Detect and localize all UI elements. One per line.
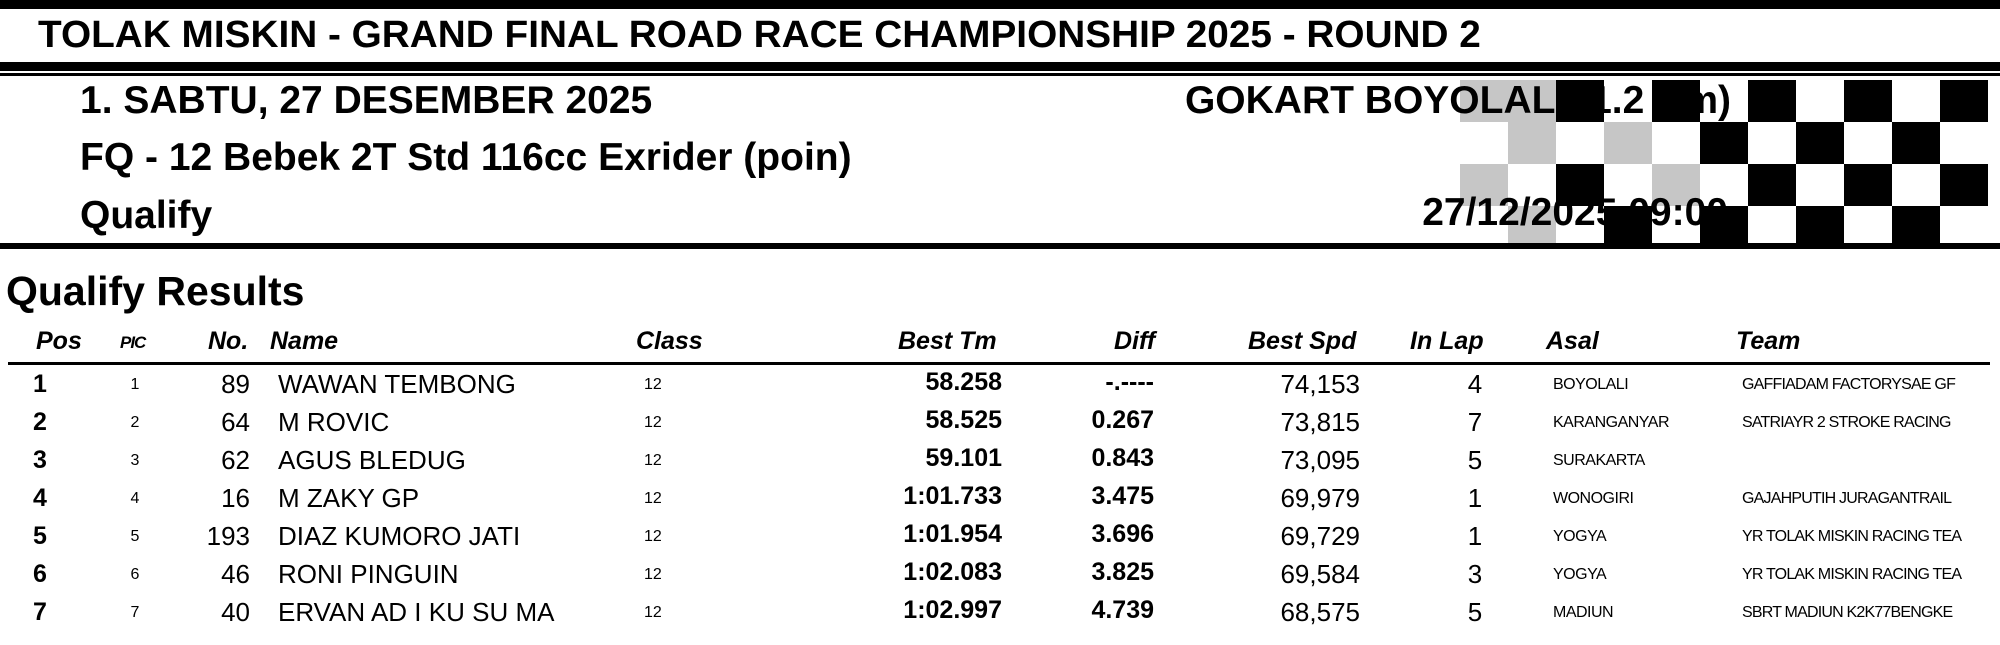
race-class-label: FQ - 12 Bebek 2T Std 116cc Exrider (poin) (80, 136, 852, 179)
row-asal: KARANGANYAR (1553, 414, 1670, 431)
row-number: 89 (221, 369, 250, 399)
row-diff: 3.475 (1091, 482, 1154, 510)
row-number: 46 (221, 559, 250, 589)
col-best-tm: Best Tm (898, 327, 997, 355)
row-best-speed: 74,153 (1280, 369, 1360, 399)
col-best-spd: Best Spd (1248, 327, 1357, 355)
row-name: AGUS BLEDUG (278, 445, 466, 475)
row-diff: 3.696 (1091, 520, 1154, 548)
table-row (0, 594, 2000, 634)
event-day-date: 1. SABTU, 27 DESEMBER 2025 (80, 79, 653, 122)
row-best-speed: 73,095 (1280, 445, 1360, 475)
row-pos: 6 (33, 560, 47, 588)
row-diff: 0.843 (1091, 444, 1154, 472)
table-row (0, 366, 2000, 406)
row-asal: YOGYA (1553, 566, 1607, 583)
row-pic: 6 (130, 566, 140, 583)
row-class: 12 (644, 528, 662, 545)
row-asal: YOGYA (1553, 528, 1607, 545)
row-in-lap: 1 (1467, 483, 1483, 513)
row-diff: -.---- (1105, 368, 1154, 396)
session-datetime: 27/12/2025 09:00 (1422, 191, 1728, 234)
row-best-speed: 73,815 (1280, 407, 1360, 437)
row-class: 12 (644, 376, 662, 393)
row-best-speed: 69,979 (1280, 483, 1360, 513)
session-label: Qualify (80, 194, 213, 237)
row-class: 12 (644, 490, 662, 507)
col-in-lap: In Lap (1410, 327, 1484, 355)
results-table (0, 366, 2000, 636)
row-best-time: 1:01.733 (903, 482, 1002, 510)
row-team: YR TOLAK MISKIN RACING TEA (1742, 566, 1962, 583)
row-pic: 3 (130, 452, 140, 469)
row-class: 12 (644, 414, 662, 431)
row-pos: 1 (33, 370, 47, 398)
row-asal: BOYOLALI (1553, 376, 1629, 393)
event-title: TOLAK MISKIN - GRAND FINAL ROAD RACE CHAMPIONSHIP 2025 - ROUND 2 (38, 14, 1481, 56)
venue-label: GOKART BOYOLALI (1.2 Km) (1184, 79, 1731, 122)
table-row (0, 404, 2000, 444)
col-class: Class (636, 327, 703, 355)
row-team: SBRT MADIUN K2K77BENGKE (1742, 604, 1953, 621)
row-in-lap: 3 (1467, 559, 1483, 589)
row-pos: 4 (33, 484, 47, 512)
row-number: 62 (221, 445, 250, 475)
row-class: 12 (644, 452, 662, 469)
row-pic: 7 (130, 604, 140, 621)
row-team: GAJAHPUTIH JURAGANTRAIL (1742, 490, 1952, 507)
col-pic: PIC (120, 333, 146, 352)
row-pic: 5 (130, 528, 140, 545)
col-diff: Diff (1114, 327, 1156, 355)
row-pic: 4 (130, 490, 140, 507)
row-team: GAFFIADAM FACTORYSAE GF (1742, 376, 1956, 393)
row-best-time: 58.525 (925, 406, 1002, 434)
row-pos: 7 (33, 598, 47, 626)
row-best-speed: 69,584 (1280, 559, 1360, 589)
row-best-speed: 69,729 (1280, 521, 1360, 551)
row-name: WAWAN TEMBONG (278, 369, 516, 399)
row-best-time: 1:02.997 (903, 596, 1002, 624)
table-row (0, 556, 2000, 596)
row-best-time: 58.258 (925, 368, 1002, 396)
row-best-time: 59.101 (925, 444, 1002, 472)
row-name: M ROVIC (278, 407, 390, 437)
title-rule-thick (0, 62, 2000, 71)
row-name: DIAZ KUMORO JATI (278, 521, 521, 551)
row-in-lap: 1 (1467, 521, 1483, 551)
row-team: SATRIAYR 2 STROKE RACING (1742, 414, 1951, 431)
row-asal: WONOGIRI (1553, 490, 1634, 507)
table-row (0, 442, 2000, 482)
row-diff: 0.267 (1091, 406, 1154, 434)
row-diff: 3.825 (1091, 558, 1154, 586)
table-row (0, 518, 2000, 558)
row-number: 193 (206, 521, 250, 551)
col-asal: Asal (1546, 327, 1599, 355)
row-asal: MADIUN (1553, 604, 1614, 621)
col-name: Name (270, 327, 339, 355)
col-pos: Pos (36, 327, 82, 355)
row-in-lap: 7 (1467, 407, 1483, 437)
row-in-lap: 5 (1467, 445, 1483, 475)
row-pos: 5 (33, 522, 47, 550)
row-in-lap: 4 (1467, 369, 1483, 399)
col-team: Team (1736, 327, 1801, 355)
row-diff: 4.739 (1091, 596, 1154, 624)
row-name: ERVAN AD I KU SU MA (278, 597, 555, 627)
header-rule-bottom (0, 243, 2000, 249)
row-number: 40 (221, 597, 250, 627)
row-pic: 1 (130, 376, 140, 393)
row-in-lap: 5 (1467, 597, 1483, 627)
row-class: 12 (644, 604, 662, 621)
row-pic: 2 (130, 414, 140, 431)
row-asal: SURAKARTA (1553, 452, 1645, 469)
row-best-time: 1:02.083 (903, 558, 1002, 586)
row-pos: 3 (33, 446, 47, 474)
section-title: Qualify Results (6, 268, 305, 314)
row-pos: 2 (33, 408, 47, 436)
row-team: YR TOLAK MISKIN RACING TEA (1742, 528, 1962, 545)
table-row (0, 480, 2000, 520)
row-class: 12 (644, 566, 662, 583)
top-rule (0, 0, 2000, 9)
title-rule-thin (0, 73, 2000, 76)
col-no: No. (208, 327, 249, 355)
row-name: M ZAKY GP (278, 483, 420, 513)
row-number: 64 (221, 407, 250, 437)
row-best-speed: 68,575 (1280, 597, 1360, 627)
row-name: RONI PINGUIN (278, 559, 459, 589)
row-best-time: 1:01.954 (903, 520, 1002, 548)
row-number: 16 (221, 483, 250, 513)
column-header-rule (8, 362, 1990, 365)
